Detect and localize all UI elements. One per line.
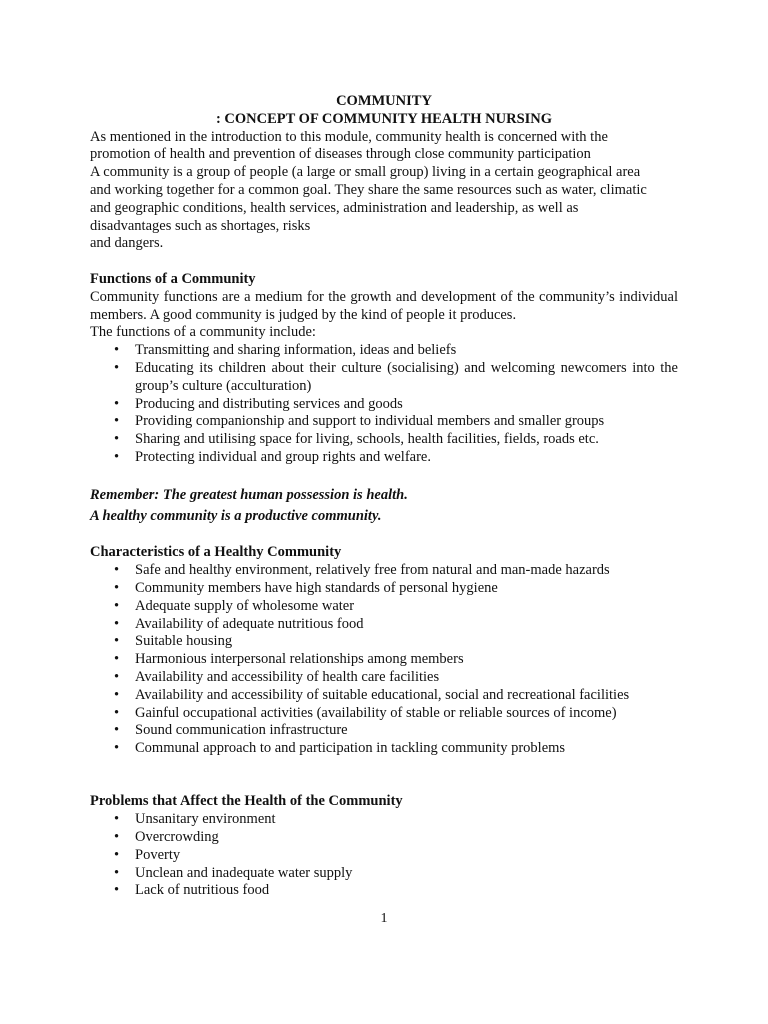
spacer xyxy=(90,776,678,794)
list-item-text: Producing and distributing services and goods xyxy=(135,395,403,412)
list-item xyxy=(90,882,678,900)
remember-line-1: Remember: The greatest human possession is health. xyxy=(90,486,408,503)
bullet-icon: • xyxy=(114,811,120,828)
bullet-icon: • xyxy=(114,633,120,650)
list-item-text: Adequate supply of wholesome water xyxy=(135,597,355,614)
functions-intro: The functions of a community include: xyxy=(90,324,316,341)
list-item xyxy=(90,360,678,396)
bullet-icon: • xyxy=(114,668,120,685)
list-item-text: Safe and healthy environment, relatively free from natural and man-made hazards xyxy=(135,562,610,579)
remember-note xyxy=(90,485,678,527)
bullet-icon: • xyxy=(114,740,120,757)
intro-line-5: and geographic conditions, health services, administration and leadership, as well as xyxy=(90,199,579,216)
bullet-icon: • xyxy=(114,579,120,596)
spacer xyxy=(90,467,678,485)
list-item-text: Sound communication infrastructure xyxy=(135,722,348,739)
intro-line-4: and working together for a common goal. They share the same resources such as water, climatic xyxy=(90,181,647,198)
list-item-text: Transmitting and sharing information, ideas and beliefs xyxy=(135,342,457,359)
problems-section xyxy=(90,793,678,900)
bullet-icon: • xyxy=(114,413,120,430)
list-item xyxy=(90,847,678,865)
list-item xyxy=(90,633,678,651)
functions-list xyxy=(90,342,678,467)
list-item-text: Unclean and inadequate water supply xyxy=(135,864,353,881)
list-item xyxy=(90,598,678,616)
list-item-text: Educating its children about their culture (socialising) and welcoming newcomers into the group’s culture (acculturation) xyxy=(135,359,678,394)
list-item-text: Availability and accessibility of health care facilities xyxy=(135,668,440,685)
intro-line-2: promotion of health and prevention of diseases through close community participation xyxy=(90,146,591,163)
bullet-icon: • xyxy=(114,342,120,359)
bullet-icon: • xyxy=(114,651,120,668)
list-item xyxy=(90,413,678,431)
bullet-icon: • xyxy=(114,882,120,899)
intro-line-7: and dangers. xyxy=(90,235,164,252)
list-item-text: Availability and accessibility of suitable educational, social and recreational facilities xyxy=(135,686,630,703)
list-item xyxy=(90,865,678,883)
list-item-text: Lack of nutritious food xyxy=(135,882,270,899)
bullet-icon: • xyxy=(114,431,120,448)
list-item xyxy=(90,651,678,669)
bullet-icon: • xyxy=(114,448,120,465)
bullet-icon: • xyxy=(114,395,120,412)
bullet-icon: • xyxy=(114,562,120,579)
list-item-text: Community members have high standards of personal hygiene xyxy=(135,579,498,596)
bullet-icon: • xyxy=(114,864,120,881)
list-item-text: Poverty xyxy=(135,846,181,863)
problems-heading: Problems that Affect the Health of the Community xyxy=(90,793,403,810)
list-item-text: Suitable housing xyxy=(135,633,233,650)
title-line-2: : CONCEPT OF COMMUNITY HEALTH NURSING xyxy=(215,110,553,127)
list-item-text: Unsanitary environment xyxy=(135,811,276,828)
functions-section xyxy=(90,271,678,467)
remember-line-2: A healthy community is a productive community. xyxy=(90,507,382,524)
problems-list xyxy=(90,811,678,900)
list-item xyxy=(90,449,678,467)
page-number: 1 xyxy=(380,911,388,926)
list-item-text: Overcrowding xyxy=(135,829,219,846)
title-line-1: COMMUNITY xyxy=(336,93,432,109)
spacer xyxy=(90,758,678,776)
list-item xyxy=(90,616,678,634)
characteristics-heading: Characteristics of a Healthy Community xyxy=(90,544,342,561)
bullet-icon: • xyxy=(114,846,120,863)
intro-section xyxy=(90,129,678,254)
intro-line-6: disadvantages such as shortages, risks xyxy=(90,217,311,234)
list-item xyxy=(90,580,678,598)
functions-paragraph: Community functions are a medium for the growth and development of the community’s individual members. A good community is judged by the kind of people it produces. xyxy=(90,288,678,323)
bullet-icon: • xyxy=(114,704,120,721)
list-item xyxy=(90,722,678,740)
list-item xyxy=(90,669,678,687)
list-item-text: Sharing and utilising space for living, schools, health facilities, fields, roads etc. xyxy=(135,431,599,448)
list-item xyxy=(90,562,678,580)
bullet-icon: • xyxy=(114,686,120,703)
list-item xyxy=(90,431,678,449)
intro-line-3: A community is a group of people (a large or small group) living in a certain geographical area xyxy=(90,164,641,181)
list-item xyxy=(90,687,678,705)
bullet-icon: • xyxy=(114,829,120,846)
bullet-icon: • xyxy=(114,722,120,739)
characteristics-list xyxy=(90,562,678,758)
list-item xyxy=(90,705,678,723)
list-item-text: Communal approach to and participation in tackling community problems xyxy=(135,740,566,757)
document-body xyxy=(90,93,678,900)
list-item-text: Gainful occupational activities (availability of stable or reliable sources of income) xyxy=(135,704,617,721)
list-item xyxy=(90,829,678,847)
spacer xyxy=(90,253,678,271)
list-item xyxy=(90,811,678,829)
list-item xyxy=(90,396,678,414)
list-item xyxy=(90,342,678,360)
spacer xyxy=(90,527,678,545)
list-item-text: Protecting individual and group rights and welfare. xyxy=(135,448,431,465)
bullet-icon: • xyxy=(114,359,120,376)
bullet-icon: • xyxy=(114,615,120,632)
list-item-text: Availability of adequate nutritious food xyxy=(135,615,364,632)
bullet-icon: • xyxy=(114,597,120,614)
functions-heading: Functions of a Community xyxy=(90,270,256,287)
list-item xyxy=(90,740,678,758)
list-item-text: Providing companionship and support to individual members and smaller groups xyxy=(135,413,605,430)
characteristics-section xyxy=(90,544,678,758)
intro-line-1: As mentioned in the introduction to this module, community health is concerned with the xyxy=(90,128,608,145)
list-item-text: Harmonious interpersonal relationships among members xyxy=(135,651,464,668)
